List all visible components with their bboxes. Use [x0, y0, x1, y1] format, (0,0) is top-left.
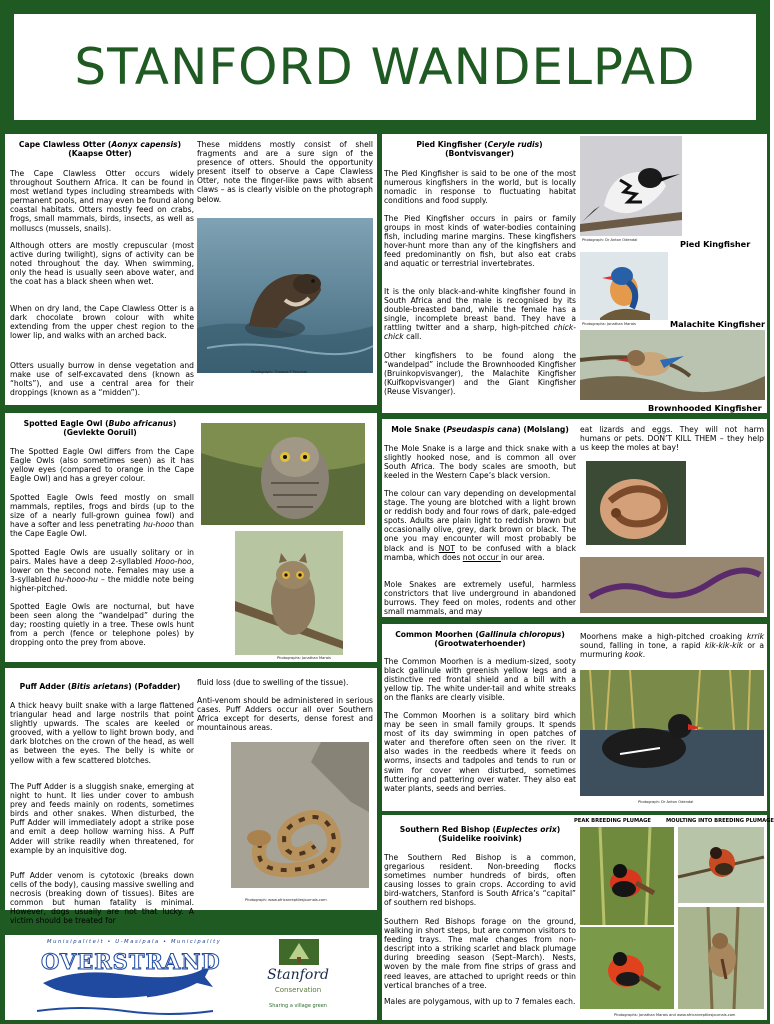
- puff-adder-paragraph-3: Puff Adder venom is cytotoxic (breaks down cells of the body), causing massive swelling and necrosis (breaking down of tissues). Bites are common but human fatality is minimal. However, dogs usually are not that lucky. A victim should be treated for: [10, 871, 194, 926]
- owl-panel: [5, 413, 377, 662]
- red-bishop-paragraph-3: Males are polygamous, with up to 7 females each.: [384, 997, 576, 1006]
- overstrand-logo: [37, 939, 222, 1017]
- puff-adder-paragraph-2: The Puff Adder is a sluggish snake, emerging at night to hunt. It lies under cover to ambush prey and feeds mainly on rodents, sometimes birds and other snakes. When disturbed, the Puff Adder will immediately adopt a strike pose and emit a deep hollow warning hiss. A Puff Adder will strike readily when threatened, for example by an inquisitive dog.: [10, 782, 194, 855]
- otter-paragraph-4: Otters usually burrow in dense vegetation and make use of self-excavated dens (known as “holts”), and use a central area for their droppings (known as a “midden”).: [10, 361, 194, 398]
- moorhen-paragraph-1: The Common Moorhen is a medium-sized, sooty black gallinule with greenish yellow legs and a distinctive red frontal shield and a bill with a yellow tip. The white under-tail and white streaks on the flanks are clearly visible.: [384, 657, 576, 703]
- pied-kingfisher-photo: [580, 136, 682, 236]
- malachite-kingfisher-credit: Photographs: Jonathan Marais: [582, 322, 636, 326]
- bishop-photo-1: [580, 827, 674, 925]
- stanford-tree-icon: [279, 939, 319, 965]
- overstrand-tagline: Munisipaliteit • U-Masipala • Municipality: [47, 939, 222, 945]
- mole-snake-paragraph-3: Mole Snakes are extremely useful, harmless constrictors that live underground in abandoned burrows. They feed on moles, rodents and other small mammals, and may: [384, 580, 576, 617]
- red-bishop-panel: [382, 815, 774, 1020]
- bishop-photo-4: [678, 907, 764, 1009]
- otter-paragraph-3: When on dry land, the Cape Clawless Otter is a dark chocolate brown colour with white extending from the upper chest region to the lower lip, and walks with an arched back.: [10, 304, 194, 341]
- peak-breeding-label: PEAK BREEDING PLUMAGE: [574, 818, 651, 824]
- otter-paragraph-2: Although otters are mostly crepuscular (most active during twilight), signs of activity can be noted throughout the day. When swimming, only the head is usually seen above water, and the coat has a black sheen when wet.: [10, 241, 194, 287]
- otter-paragraph-5: These middens mostly consist of shell fragments and are a sure sign of the presence of otters. Should the opportunity present itself to observe a Cape Clawless Otter, note the finger-like paws with absent claws – as is clearly visible on the photograph below.: [197, 140, 373, 204]
- mole-snake-paragraph-1: The Mole Snake is a large and thick snake with a slightly hooked nose, and is common all over South Africa. The body scales are smooth, but keeled in the Western Cape’s black version.: [384, 444, 576, 481]
- puff-adder-photo: [231, 742, 369, 888]
- kingfisher-paragraph-2: The Pied Kingfisher occurs in pairs or family groups in most kinds of water-bodies containing fish, including marine margins. These kingfishers hover-hunt more than any of the kingfishers and feed predominantly on fish, but also eat crabs and aquatic or terrestrial invertebrates.: [384, 214, 576, 269]
- puff-adder-panel: [5, 668, 377, 926]
- brownhooded-kingfisher-photo: [580, 330, 765, 400]
- moorhen-heading: Common Moorhen (Gallinula chloropus) (Grootwaterhoender): [395, 630, 565, 649]
- bishop-photo-3: [580, 927, 674, 1009]
- owl-photo-1: [201, 423, 365, 525]
- stanford-tagline: Sharing a village green: [269, 1003, 327, 1009]
- kingfisher-paragraph-3: It is the only black-and-white kingfisher found in South Africa and the male is recognised by its double-breasted band, while the female has a single, incomplete breast band. They have a rattling twitter and a sharp, high-pitched chick-chick call.: [384, 287, 576, 342]
- owl-paragraph-1: The Spotted Eagle Owl differs from the Cape Eagle Owls (also sometimes seen) as it has yellow eyes (compared to orange in the Cape Eagle Owl) and has a greyer colour.: [10, 447, 194, 484]
- kingfisher-paragraph-4: Other kingfishers to be found along the “wandelpad” include the Brownhooded Kingfisher (Bruinkopvisvanger), the Malachite Kingfisher (Kuifkopvisvanger) and the Giant Kingfisher (Reuse Visvanger).: [384, 351, 576, 397]
- owl-photo-credit: Photographs: Jonathan Marais: [277, 656, 331, 660]
- kingfisher-heading: Pied Kingfisher (Ceryle rudis) (Bontvisvanger): [416, 140, 543, 159]
- red-bishop-paragraph-1: The Southern Red Bishop is a common, gregarious resident. Non-breeding flocks sometimes number hundreds of birds, often causing losses to grain crops. According to avid bird-watchers, Stanford is South Africa’s “capital” of southern red bishops.: [384, 853, 576, 908]
- moorhen-panel: [382, 624, 767, 811]
- kingfisher-panel: [382, 134, 767, 413]
- bishop-photo-credit: Photographs: Jonathan Marais and www.africanreptilesjournals.com: [614, 1013, 736, 1017]
- malachite-kingfisher-caption: Malachite Kingfisher: [670, 319, 766, 329]
- puff-adder-photo-credit: Photograph: www.africanreptilesjournals.com: [245, 898, 327, 902]
- overstrand-wordmark: OVERSTRAND: [41, 949, 221, 974]
- mole-snake-paragraph-4: eat lizards and eggs. They will not harm humans or pets. DON’T KILL THEM – they help us keep the moles at bay!: [580, 425, 764, 453]
- puff-adder-paragraph-4: fluid loss (due to swelling of the tissue).: [197, 678, 349, 687]
- puff-adder-heading: Puff Adder (Bitis arietans) (Pofadder): [19, 682, 181, 691]
- mole-snake-heading: Mole Snake (Pseudaspis cana) (Molslang): [391, 425, 569, 434]
- bishop-photo-2: [678, 827, 764, 903]
- title-banner: [14, 14, 756, 120]
- moorhen-photo: [580, 670, 764, 796]
- otter-paragraph-1: The Cape Clawless Otter occurs widely throughout Southern Africa. It can be found in most wetland types including streambeds with permanent pools, and may even be found along coastal habitats. Otters mostly feed on crabs, frogs, small mammals, birds, insects, as well as molluscs (mussels, snails).: [10, 169, 194, 233]
- owl-heading: Spotted Eagle Owl (Bubo africanus) (Gevlekte Ooruil): [23, 419, 177, 438]
- owl-photo-2: [235, 531, 343, 655]
- owl-paragraph-2: Spotted Eagle Owls feed mostly on small mammals, reptiles, frogs and birds (up to the size of a nearly full-grown guinea fowl) and have a softer and less penetrating hu-hooo than the Cape Eagle Owl.: [10, 493, 194, 539]
- owl-paragraph-3: Spotted Eagle Owls are usually solitary or in pairs. Males have a deep 2-syllabled Hooo-hoo, lower on the second note. Females may use a 3-syllabled hu-hooo-hu – the middle note being higher-pitched.: [10, 548, 194, 594]
- mole-snake-panel: [382, 419, 767, 617]
- pied-kingfisher-caption: Pied Kingfisher: [680, 239, 751, 249]
- mole-snake-photo-2: [580, 557, 764, 613]
- kingfisher-paragraph-1: The Pied Kingfisher is said to be one of the most numerous kingfishers in the world, but is locally nomadic in response to fluctuating habitat conditions and food supply.: [384, 169, 576, 206]
- stanford-sub: Conservation: [274, 986, 322, 994]
- moulting-label: MOULTING INTO BREEDING PLUMAGE: [666, 818, 774, 824]
- stanford-conservation-logo: [253, 939, 343, 1017]
- moorhen-paragraph-3: Moorhens make a high-pitched croaking krrik sound, falling in tone, a rapid kik-kik-kik or a murmuring kook.: [580, 632, 764, 660]
- puff-adder-paragraph-1: A thick heavy built snake with a large flattened triangular head and large nostrils that point slightly upwards. The scales are keeled or grooved, with a yellow to light brown body, and dark blotches on the crown of the head, as well as between the eyes. The belly is white or yellow with a few scattered blotches.: [10, 701, 194, 765]
- otter-panel: [5, 134, 377, 405]
- pied-kingfisher-credit: Photograph: Dr Anton Odendal: [582, 238, 638, 242]
- owl-paragraph-4: Spotted Eagle Owls are nocturnal, but have been seen along the “wandelpad” during the day; roosting quietly in a tree. These owls hunt from a perch (fence or telephone poles) by dropping onto the prey from above.: [10, 602, 194, 648]
- otter-heading: Cape Clawless Otter (Aonyx capensis) (Kaapse Otter): [18, 140, 182, 159]
- stanford-name: Stanford: [267, 967, 329, 983]
- mole-snake-paragraph-2: The colour can vary depending on developmental stage. The young are blotched with a light brown or reddish body and four rows of dark, pale-edged spots. Adults are plain light to reddish brown but occasionally olive, grey, dark brown or black. The one you may encounter will most probably be black and is NOT to be confused with a black mamba, which does not occur in our area.: [384, 489, 576, 562]
- logos-panel: [5, 935, 377, 1020]
- otter-photo: [197, 218, 373, 373]
- brownhooded-kingfisher-caption: Brownhooded Kingfisher: [648, 403, 762, 413]
- red-bishop-heading: Southern Red Bishop (Euplectes orix) (Suidelike rooivink): [399, 825, 561, 844]
- puff-adder-paragraph-5: Anti-venom should be administered in serious cases. Puff Adders occur all over Southern Africa except for deserts, dense forest and mountainous areas.: [197, 696, 373, 733]
- otter-photo-credit: Photograph: Thomas P Peschak: [251, 370, 308, 374]
- moorhen-paragraph-2: The Common Moorhen is a solitary bird which may be seen in small family groups. It spends most of its day swimming in open patches of water and therefore often seen on the river. It also wades in the reedbeds where it feeds on worms, insects and tadpoles and tends to run or swim for cover when disturbed, sometimes fluttering and pattering over water. They also eat water plants, seeds and berries.: [384, 711, 576, 793]
- moorhen-photo-credit: Photograph: Dr Anton Odendal: [638, 800, 694, 804]
- mole-snake-photo-1: [586, 461, 686, 545]
- red-bishop-paragraph-2: Southern Red Bishops forage on the ground, walking in short steps, but are common visitors to feeding trays. The male changes from non-descript into a striking scarlet and black plumage during breeding season (Sept–March). Nests, woven by the male from fine strips of grass and reed leaves, are attached to upright reeds or thin vertical branches of a tree.: [384, 917, 576, 990]
- malachite-kingfisher-photo: [580, 252, 668, 320]
- page-title: STANFORD WANDELPAD: [74, 38, 696, 96]
